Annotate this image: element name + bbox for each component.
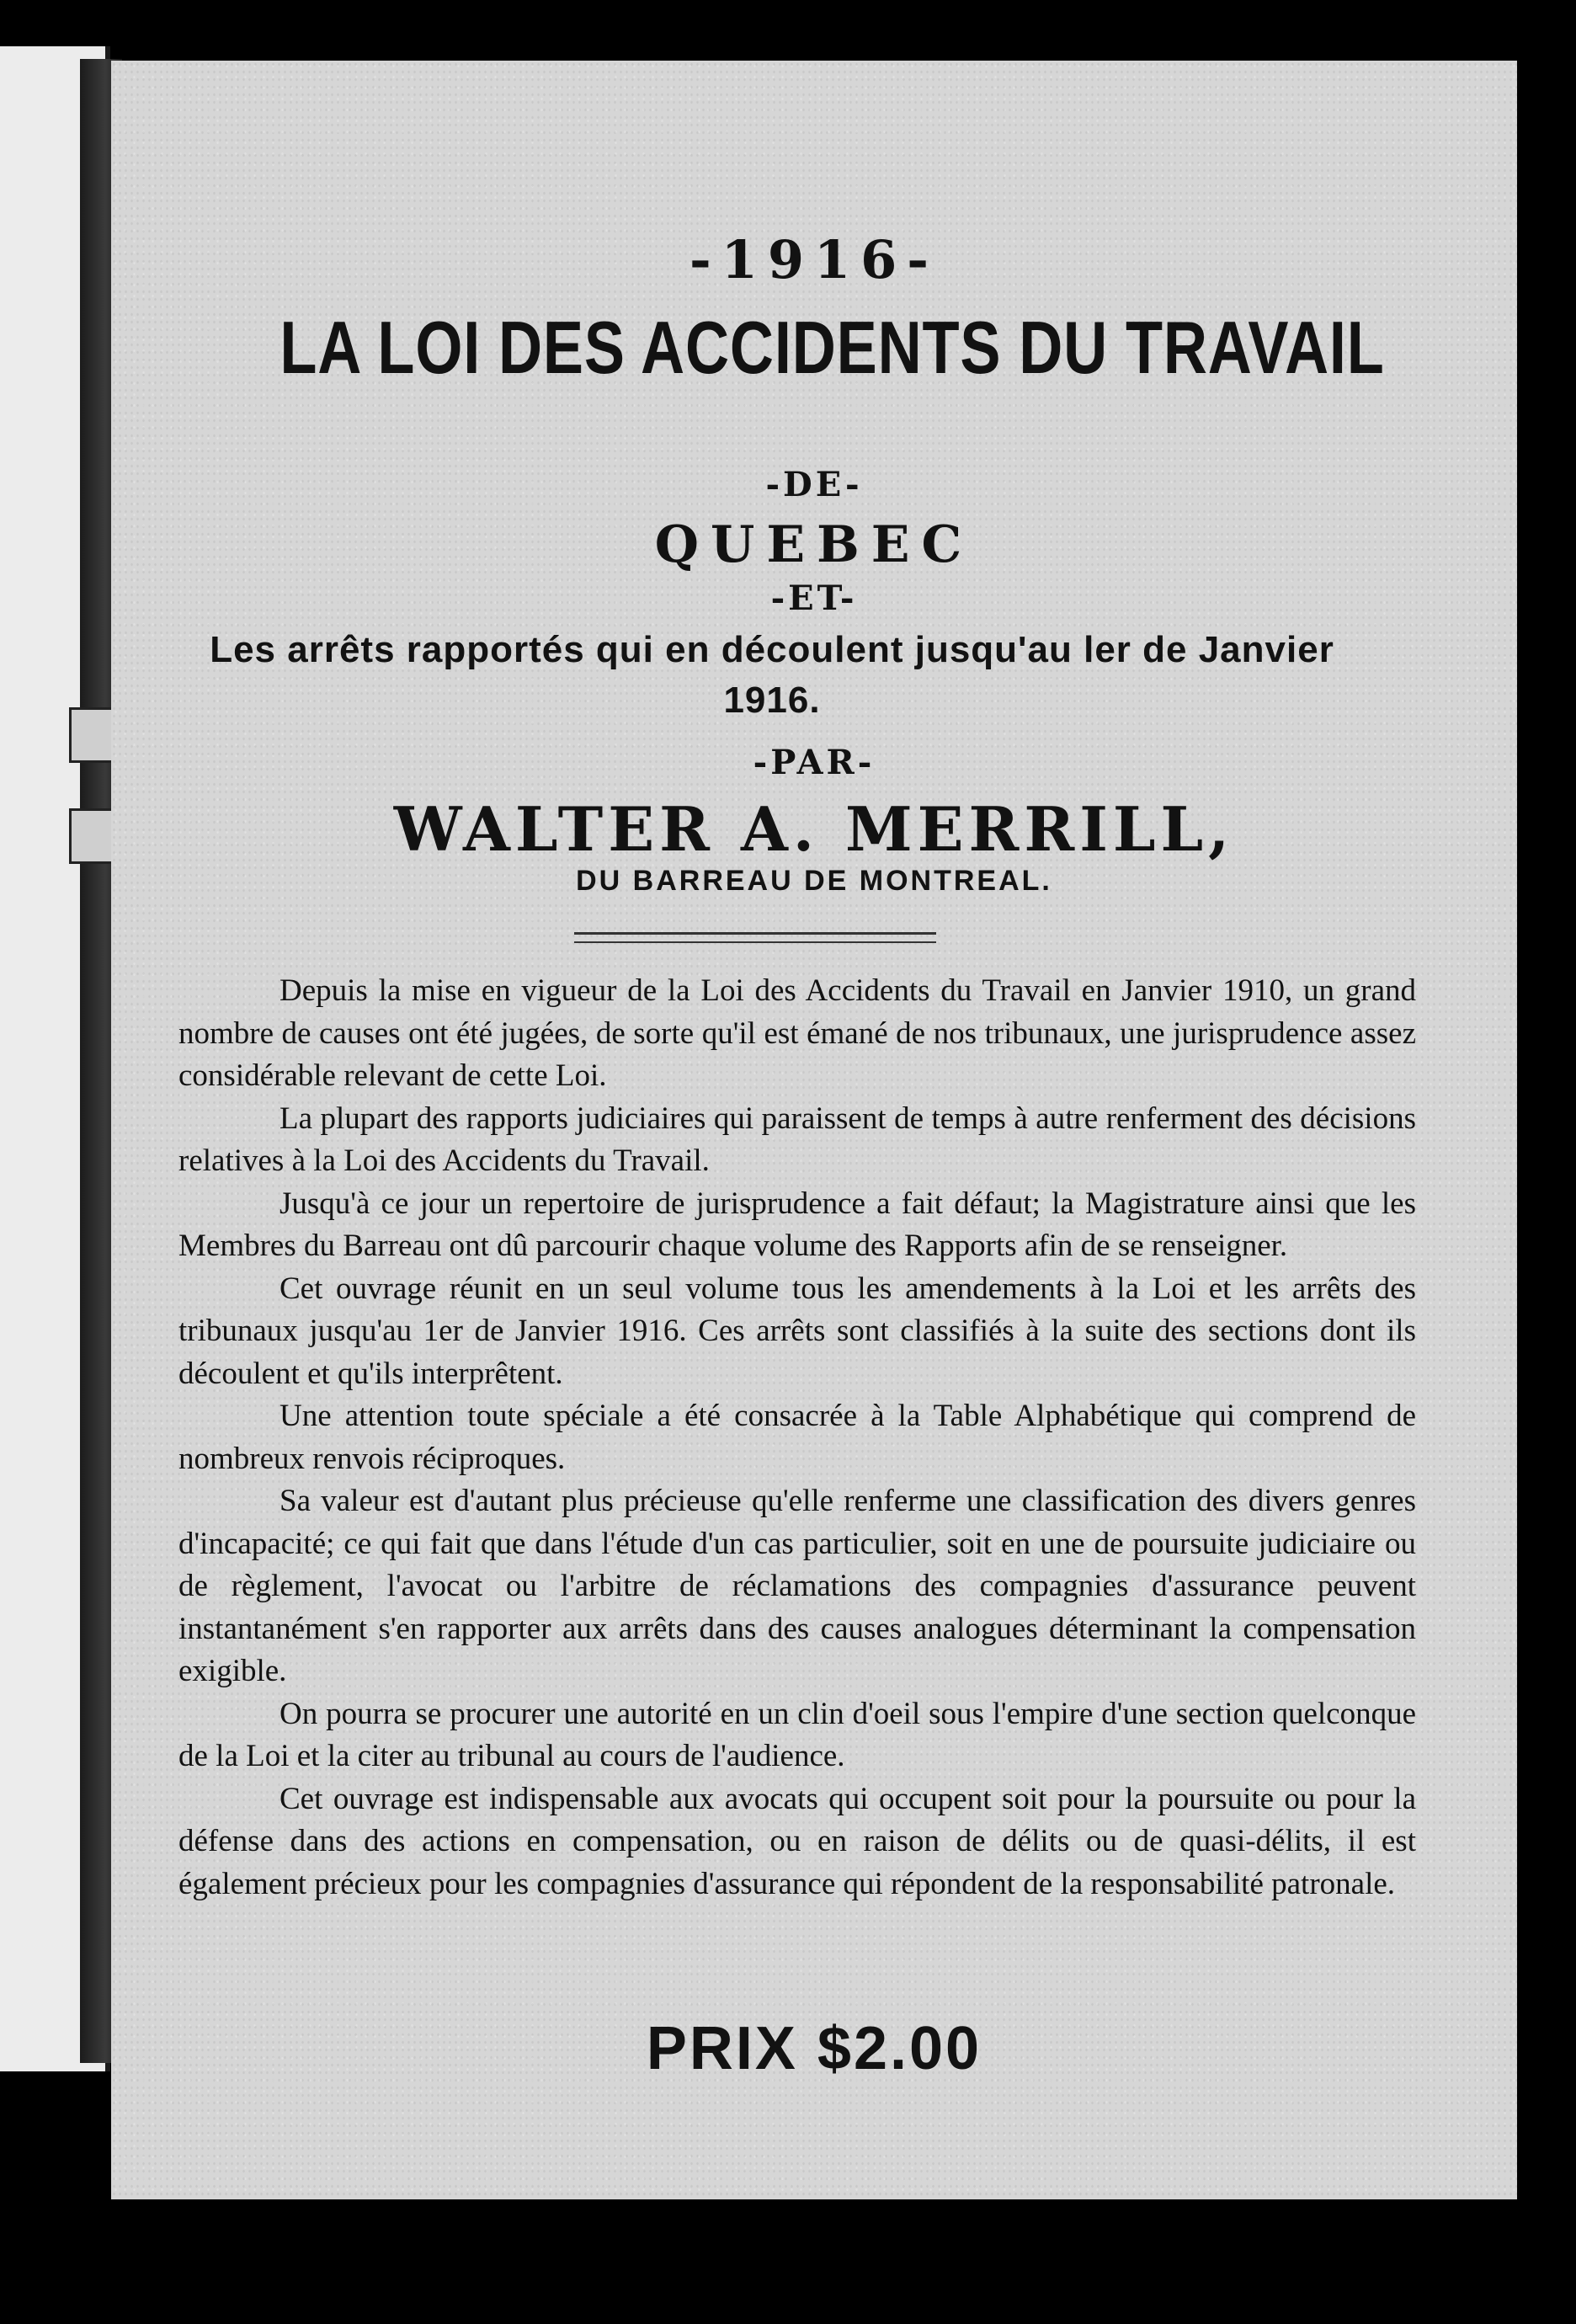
paragraph: Jusqu'à ce jour un repertoire de jurisprudence a fait défaut; la Magistrature ainsi que les Membres du Barreau ont dû parcourir chaque volume des Rapports afin de se renseigner.: [178, 1186, 1416, 1263]
province-heading: QUEBEC: [654, 515, 974, 574]
par-separator: -PAR-: [753, 743, 876, 782]
body-text: [178, 970, 1416, 1906]
paragraph: Depuis la mise en vigueur de la Loi des Accidents du Travail en Janvier 1910, un grand nombre de causes ont été jugées, de sorte qu'il est émané de nos tribunaux, une jurisprudence assez considérable relevant de cette Loi.: [178, 973, 1416, 1093]
paragraph: La plupart des rapports judiciaires qui paraissent de temps à autre renferment des décisions relatives à la Loi des Accidents du Travail.: [178, 1101, 1416, 1178]
author-name: WALTER A. MERRILL,: [393, 793, 1235, 865]
paragraph: Cet ouvrage réunit en un seul volume tous les amendements à la Loi et les arrêts des tribunaux jusqu'au 1er de Janvier 1916. Ces arrêts sont classifiés à la suite des sections dont ils découlent et qu'ils interprêtent.: [178, 1271, 1416, 1391]
price-label: PRIX $2.00: [646, 2015, 982, 2082]
document-subtitle: Les arrêts rapportés qui en découlent jusqu'au ler de Janvier 1916.: [210, 629, 1334, 721]
document-page: [111, 61, 1517, 2199]
year-heading: -1916-: [689, 229, 940, 290]
document-title: LA LOI DES ACCIDENTS DU TRAVAIL: [280, 306, 1385, 389]
double-rule-divider: [574, 932, 936, 943]
paragraph: Cet ouvrage est indispensable aux avocats qui occupent soit pour la poursuite ou pour la défense dans des actions en compensation, ou en raison de délits ou de quasi-délits, il est également précieux pour les compagnies d'assurance qui répondent de la responsabilité patronale.: [178, 1781, 1416, 1901]
paragraph: On pourra se procurer une autorité en un clin d'oeil sous l'empire d'une section quelconque de la Loi et la citer au tribunal au cours de l'audience.: [178, 1696, 1416, 1773]
author-affiliation: DU BARREAU DE MONTREAL.: [576, 865, 1052, 897]
de-separator: -DE-: [765, 465, 863, 504]
paragraph: Sa valeur est d'autant plus précieuse qu'elle renferme une classification des divers genres d'incapacité; ce qui fait que dans l'étude d'un cas particulier, soit en une de poursuite judiciaire ou de règlement, l'avocat ou l'arbitre de réclamations des compagnies d'assurance peuvent instantanément s'en rapporter aux arrêts dans des causes analogues déterminant la compensation exigible.: [178, 1484, 1416, 1688]
et-separator: -ET-: [770, 578, 858, 618]
paragraph: Une attention toute spéciale a été consacrée à la Table Alphabétique qui comprend de nombreux renvois réciproques.: [178, 1399, 1416, 1476]
